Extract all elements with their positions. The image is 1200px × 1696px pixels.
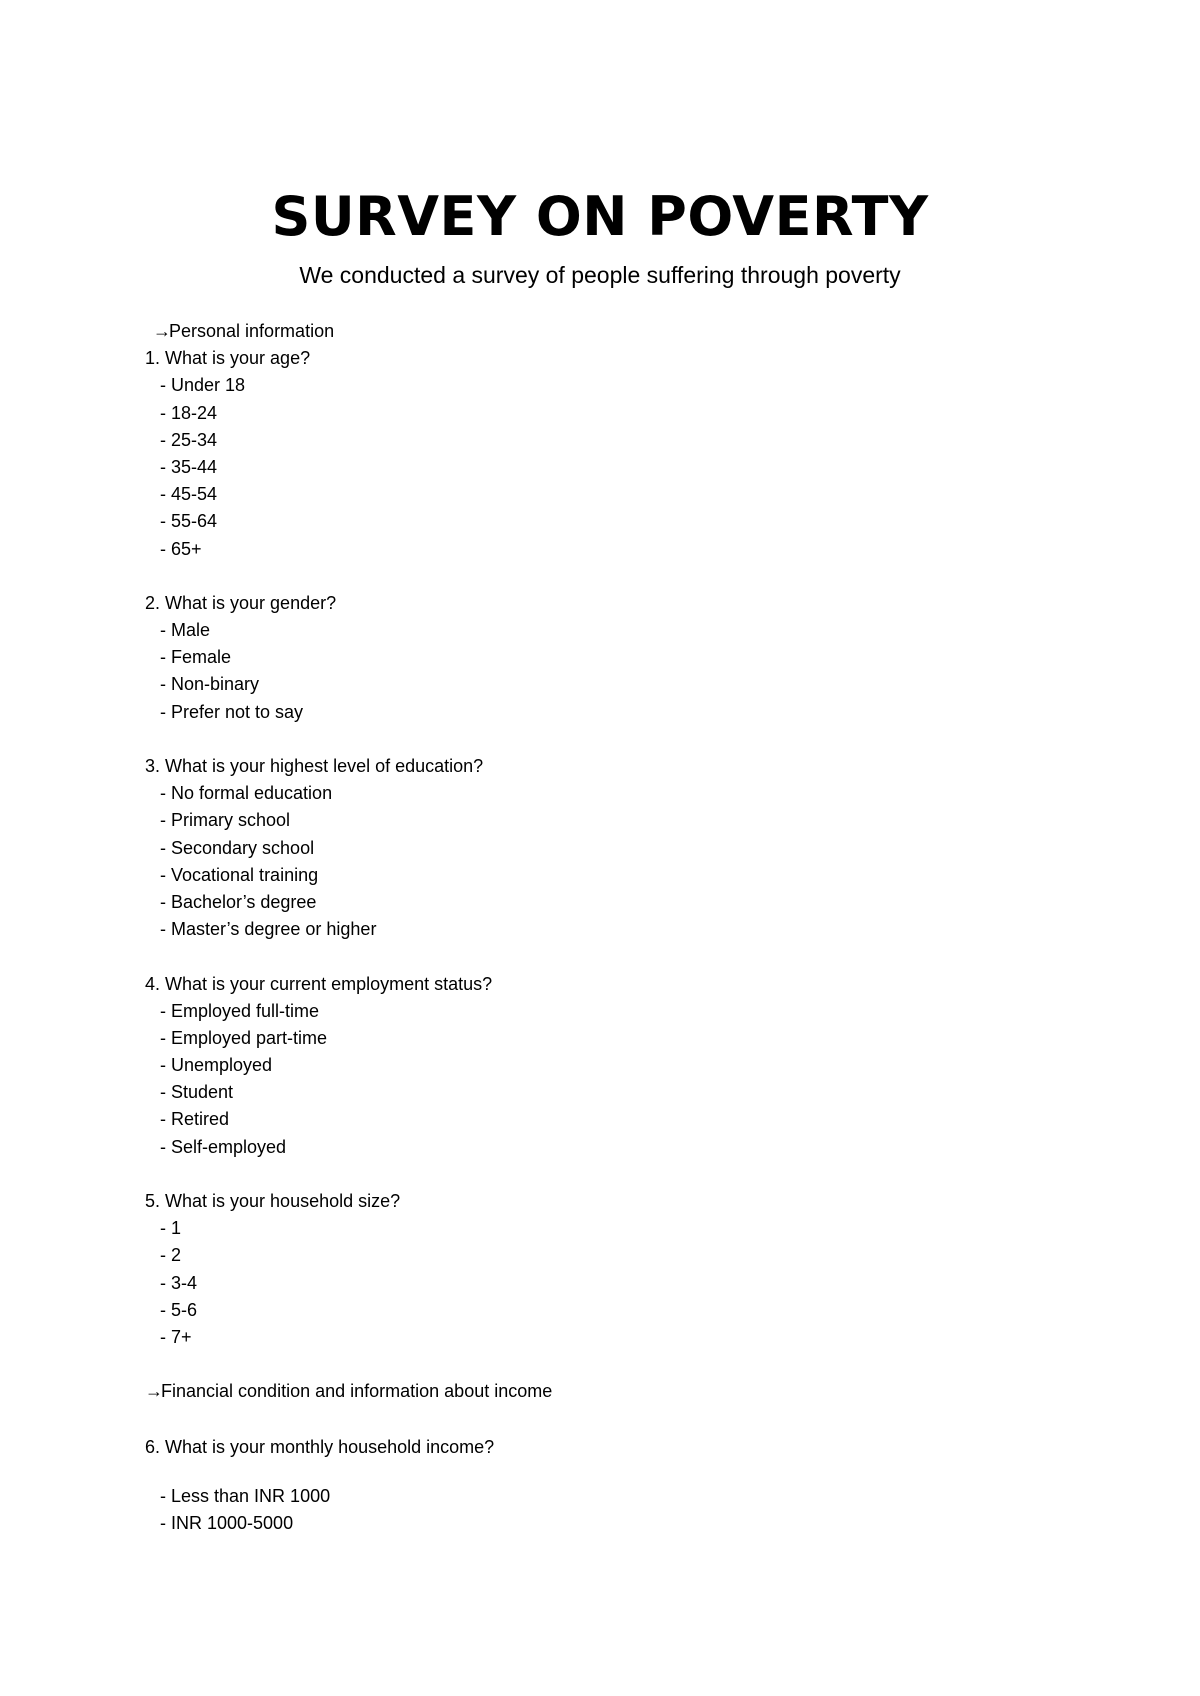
option-item: - Secondary school — [160, 837, 315, 858]
option-item: - Female — [160, 647, 232, 668]
spacer — [145, 1351, 1105, 1378]
spacer — [145, 726, 1105, 753]
arrow-right-icon: → — [145, 1381, 163, 1402]
option-item: - Master’s degree or higher — [160, 919, 377, 940]
option-item: - INR 1000-5000 — [160, 1513, 294, 1534]
spacer — [145, 943, 1105, 970]
document-title: SURVEY ON POVERTY — [271, 185, 929, 248]
option-item: - Primary school — [160, 810, 291, 831]
question-text: 5. What is your household size? — [145, 1191, 401, 1211]
section-heading-personal — [145, 318, 1105, 345]
question-text: 2. What is your gender? — [145, 592, 337, 613]
option-item: - Self-employed — [160, 1136, 287, 1157]
option-item: - No formal education — [160, 783, 333, 804]
document-subtitle: We conducted a survey of people suffering through poverty — [299, 262, 901, 288]
spacer — [145, 1161, 1105, 1188]
option-item: - Vocational training — [160, 864, 319, 885]
option-item: - Employed part-time — [160, 1027, 328, 1048]
option-item: - 35-44 — [160, 456, 218, 477]
option-item: - Employed full-time — [160, 1000, 320, 1021]
option-item: - Male — [160, 620, 211, 641]
question-employment — [145, 971, 1105, 1161]
survey-content — [145, 318, 1105, 1537]
option-item: - 55-64 — [160, 511, 218, 532]
question-text: 4. What is your current employment status? — [145, 973, 493, 994]
section-label: Personal information — [169, 321, 335, 341]
option-item: - 18-24 — [160, 402, 218, 423]
question-monthly-income — [145, 1434, 1105, 1538]
option-item: - 45-54 — [160, 484, 218, 505]
spacer — [145, 1461, 1105, 1483]
option-item: - Student — [160, 1082, 234, 1103]
spacer — [145, 563, 1105, 590]
section-heading-financial — [145, 1378, 1105, 1405]
question-age — [145, 345, 1105, 563]
question-text: 1. What is your age? — [145, 348, 311, 369]
option-item: - 25-34 — [160, 429, 218, 450]
question-text: 6. What is your monthly household income? — [145, 1436, 495, 1457]
spacer — [145, 1406, 1105, 1433]
option-item: - 1 — [160, 1218, 182, 1239]
option-item: - Non-binary — [160, 674, 260, 695]
option-item: - Prefer not to say — [160, 701, 304, 722]
option-item: - Retired — [160, 1109, 230, 1130]
option-item: - Bachelor’s degree — [160, 891, 317, 912]
question-gender — [145, 590, 1105, 726]
option-item: - Under 18 — [160, 375, 246, 396]
option-item: - Less than INR 1000 — [160, 1485, 331, 1506]
section-label: Financial condition and information about income — [161, 1381, 553, 1402]
arrow-right-icon: → — [153, 321, 171, 341]
option-item: - 5-6 — [160, 1299, 198, 1320]
question-household-size — [145, 1188, 1105, 1351]
option-item: - 7+ — [160, 1326, 192, 1347]
question-text: 3. What is your highest level of education? — [145, 756, 484, 776]
option-item: - 65+ — [160, 538, 202, 559]
option-item: - 2 — [160, 1245, 182, 1266]
option-item: - Unemployed — [160, 1055, 273, 1076]
question-education — [145, 753, 1105, 943]
option-item: - 3-4 — [160, 1272, 198, 1293]
